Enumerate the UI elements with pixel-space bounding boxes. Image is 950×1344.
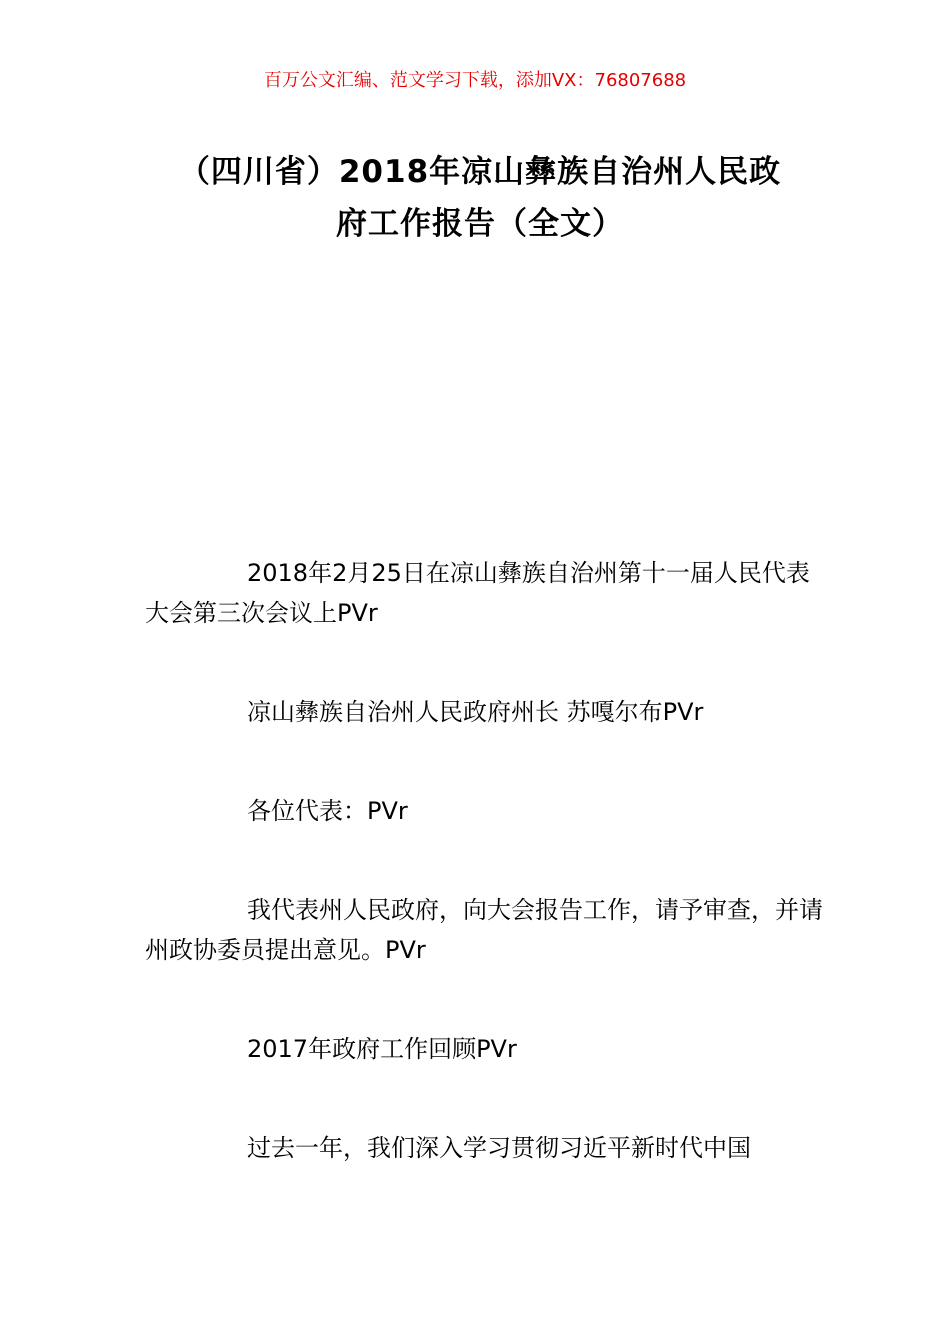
paragraph-intro: 我代表州人民政府，向大会报告工作，请予审查，并请州政协委员提出意见。PVr: [145, 896, 823, 964]
paragraph-author: 凉山彝族自治州人民政府州长 苏嘎尔布PVr: [247, 698, 704, 726]
paragraph-section-heading: 2017年政府工作回顾PVr: [247, 1035, 517, 1063]
document-title-line-1: （四川省）2018年凉山彝族自治州人民政: [178, 154, 782, 190]
paragraph-meeting-info: 2018年2月25日在凉山彝族自治州第十一届人民代表大会第三次会议上PVr: [145, 559, 810, 627]
document-title: [150, 146, 810, 250]
document-body: [145, 553, 830, 1227]
document-title-line-2: 府工作报告（全文）: [336, 206, 624, 242]
header-note: 百万公文汇编、范文学习下载，添加VX：76807688: [263, 70, 687, 91]
paragraph-salutation: 各位代表：PVr: [247, 797, 408, 825]
paragraph-review-start: 过去一年，我们深入学习贯彻习近平新时代中国: [247, 1134, 751, 1162]
